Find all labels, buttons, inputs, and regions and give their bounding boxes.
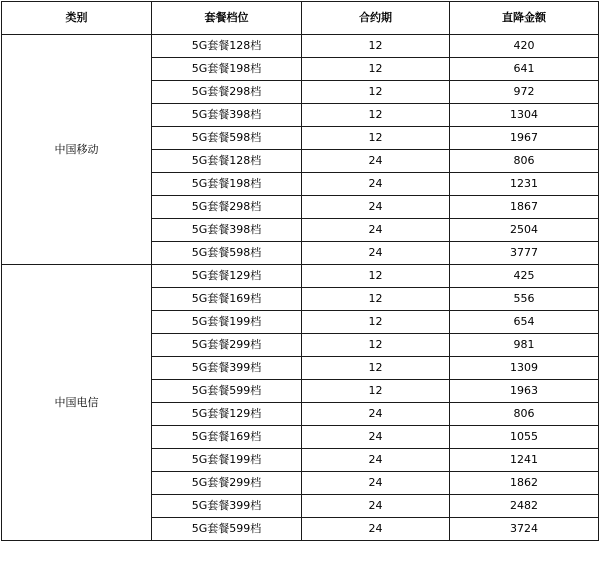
header-discount-amount: 直降金额 — [450, 2, 599, 35]
plan-tier-cell: 5G套餐299档 — [152, 472, 302, 495]
contract-period-cell: 24 — [302, 472, 450, 495]
plan-tier-cell: 5G套餐298档 — [152, 81, 302, 104]
contract-period-cell: 12 — [302, 58, 450, 81]
header-row — [2, 2, 599, 35]
contract-period-cell: 12 — [302, 265, 450, 288]
contract-period-cell: 24 — [302, 518, 450, 541]
plan-tier-cell: 5G套餐129档 — [152, 265, 302, 288]
discount-amount-cell: 3777 — [450, 242, 599, 265]
header-plan-tier: 套餐档位 — [152, 2, 302, 35]
discount-amount-cell: 420 — [450, 35, 599, 58]
contract-period-cell: 12 — [302, 104, 450, 127]
plan-tier-cell: 5G套餐298档 — [152, 196, 302, 219]
category-cell: 中国移动 — [2, 35, 152, 265]
discount-amount-cell: 654 — [450, 311, 599, 334]
discount-amount-cell: 1967 — [450, 127, 599, 150]
plan-tier-cell: 5G套餐599档 — [152, 518, 302, 541]
discount-amount-cell: 1309 — [450, 357, 599, 380]
plan-tier-cell: 5G套餐599档 — [152, 380, 302, 403]
discount-amount-cell: 1862 — [450, 472, 599, 495]
contract-period-cell: 24 — [302, 495, 450, 518]
contract-period-cell: 24 — [302, 403, 450, 426]
contract-period-cell: 12 — [302, 35, 450, 58]
contract-period-cell: 24 — [302, 150, 450, 173]
table-row — [2, 265, 599, 288]
header-contract-period: 合约期 — [302, 2, 450, 35]
discount-amount-cell: 3724 — [450, 518, 599, 541]
contract-period-cell: 24 — [302, 196, 450, 219]
plan-tier-cell: 5G套餐128档 — [152, 35, 302, 58]
discount-amount-cell: 641 — [450, 58, 599, 81]
plan-tier-cell: 5G套餐198档 — [152, 58, 302, 81]
table-header — [2, 2, 599, 35]
contract-period-cell: 12 — [302, 81, 450, 104]
contract-period-cell: 24 — [302, 426, 450, 449]
header-category: 类别 — [2, 2, 152, 35]
contract-period-cell: 24 — [302, 449, 450, 472]
plan-tier-cell: 5G套餐169档 — [152, 288, 302, 311]
price-reduction-table — [1, 1, 599, 541]
discount-amount-cell: 806 — [450, 403, 599, 426]
plan-tier-cell: 5G套餐399档 — [152, 357, 302, 380]
discount-amount-cell: 1241 — [450, 449, 599, 472]
plan-tier-cell: 5G套餐128档 — [152, 150, 302, 173]
table-body — [2, 35, 599, 541]
contract-period-cell: 24 — [302, 219, 450, 242]
discount-amount-cell: 2504 — [450, 219, 599, 242]
category-cell: 中国电信 — [2, 265, 152, 541]
plan-tier-cell: 5G套餐398档 — [152, 219, 302, 242]
discount-amount-cell: 1231 — [450, 173, 599, 196]
table-row — [2, 35, 599, 58]
discount-amount-cell: 1963 — [450, 380, 599, 403]
discount-amount-cell: 1055 — [450, 426, 599, 449]
discount-amount-cell: 972 — [450, 81, 599, 104]
discount-amount-cell: 1304 — [450, 104, 599, 127]
plan-tier-cell: 5G套餐199档 — [152, 449, 302, 472]
plan-tier-cell: 5G套餐398档 — [152, 104, 302, 127]
plan-tier-cell: 5G套餐299档 — [152, 334, 302, 357]
plan-tier-cell: 5G套餐598档 — [152, 242, 302, 265]
plan-tier-cell: 5G套餐198档 — [152, 173, 302, 196]
plan-tier-cell: 5G套餐129档 — [152, 403, 302, 426]
plan-tier-cell: 5G套餐169档 — [152, 426, 302, 449]
contract-period-cell: 12 — [302, 288, 450, 311]
plan-tier-cell: 5G套餐598档 — [152, 127, 302, 150]
discount-amount-cell: 1867 — [450, 196, 599, 219]
contract-period-cell: 24 — [302, 242, 450, 265]
contract-period-cell: 12 — [302, 334, 450, 357]
discount-amount-cell: 981 — [450, 334, 599, 357]
contract-period-cell: 12 — [302, 127, 450, 150]
plan-tier-cell: 5G套餐399档 — [152, 495, 302, 518]
plan-tier-cell: 5G套餐199档 — [152, 311, 302, 334]
contract-period-cell: 12 — [302, 357, 450, 380]
discount-amount-cell: 425 — [450, 265, 599, 288]
discount-amount-cell: 806 — [450, 150, 599, 173]
discount-amount-cell: 556 — [450, 288, 599, 311]
contract-period-cell: 12 — [302, 311, 450, 334]
contract-period-cell: 24 — [302, 173, 450, 196]
discount-amount-cell: 2482 — [450, 495, 599, 518]
contract-period-cell: 12 — [302, 380, 450, 403]
